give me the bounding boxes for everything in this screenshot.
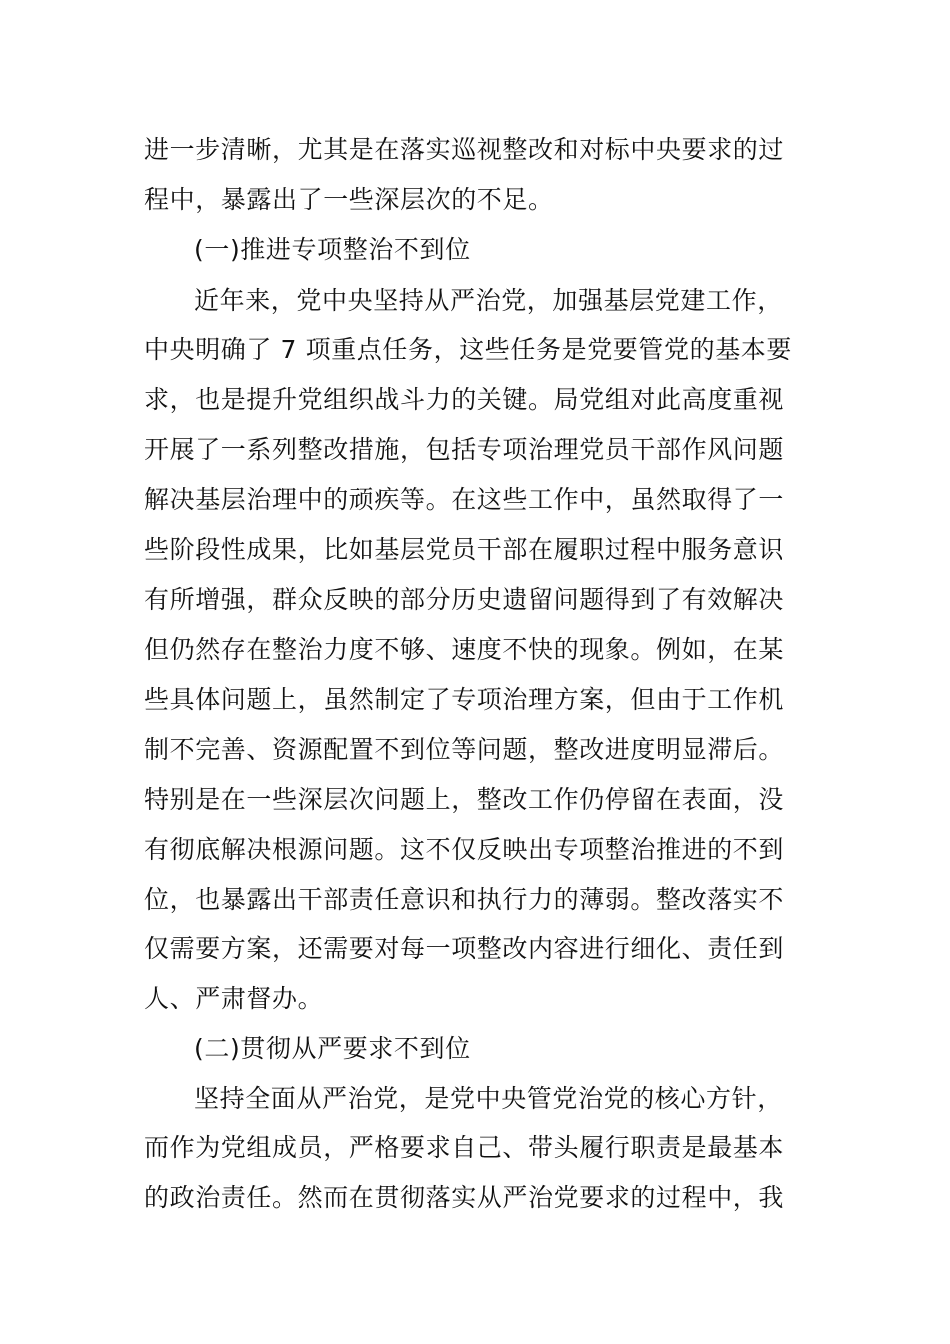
text-line: 位，也暴露出干部责任意识和执行力的薄弱。整改落实不 xyxy=(144,885,785,914)
paragraph-first-line: 近年来，党中央坚持从严治党，加强基层党建工作， xyxy=(194,286,783,315)
text-line: 但仍然存在整治力度不够、速度不快的现象。例如，在某 xyxy=(144,635,785,664)
text-line: 仅需要方案，还需要对每一项整改内容进行细化、责任到 xyxy=(144,934,785,963)
text-line: 开展了一系列整改措施，包括专项治理党员干部作风问题 xyxy=(144,435,785,464)
text-line: 程中，暴露出了一些深层次的不足。 xyxy=(144,185,554,214)
text-line: 人、严肃督办。 xyxy=(144,984,324,1013)
text-line: 进一步清晰，尤其是在落实巡视整改和对标中央要求的过 xyxy=(144,135,785,164)
text-line: 些阶段性成果，比如基层党员干部在履职过程中服务意识 xyxy=(144,535,785,564)
text-line: 特别是在一些深层次问题上，整改工作仍停留在表面，没 xyxy=(144,785,785,814)
section-heading: (一)推进专项整治不到位 xyxy=(194,235,471,264)
text-line: 制不完善、资源配置不到位等问题，整改进度明显滞后。 xyxy=(144,735,785,764)
text-line: 有彻底解决根源问题。这不仅反映出专项整治推进的不到 xyxy=(144,835,785,864)
text-line: 而作为党组成员，严格要求自己、带头履行职责是最基本 xyxy=(144,1133,785,1162)
section-heading: (二)贯彻从严要求不到位 xyxy=(194,1034,471,1063)
text-line: 些具体问题上，虽然制定了专项治理方案，但由于工作机 xyxy=(144,685,785,714)
text-line: 解决基层治理中的顽疾等。在这些工作中，虽然取得了一 xyxy=(144,485,785,514)
paragraph-first-line: 坚持全面从严治党，是党中央管党治党的核心方针， xyxy=(194,1084,783,1113)
text-line: 中央明确了 7 项重点任务，这些任务是党要管党的基本要 xyxy=(144,335,793,364)
text-line: 有所增强，群众反映的部分历史遗留问题得到了有效解决 xyxy=(144,585,785,614)
text-line: 的政治责任。然而在贯彻落实从严治党要求的过程中，我 xyxy=(144,1183,785,1212)
text-line: 求，也是提升党组织战斗力的关键。局党组对此高度重视 xyxy=(144,385,785,414)
